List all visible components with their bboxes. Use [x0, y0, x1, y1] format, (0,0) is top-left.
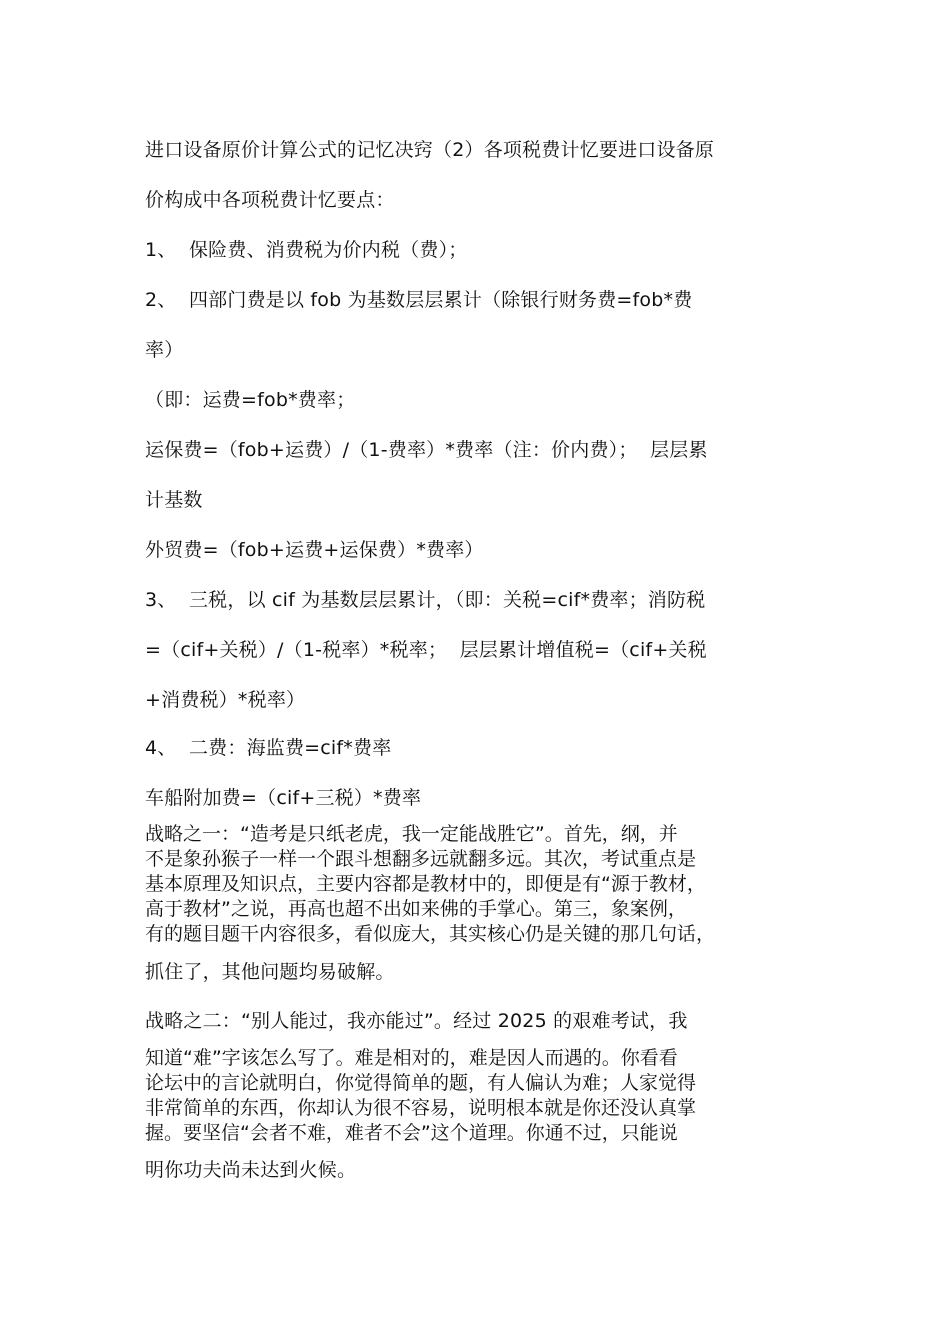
- strategy-1-paragraph: [145, 822, 825, 947]
- item-2-formula-2: 外贸费=（fob+运费+运保费）*费率）: [145, 539, 484, 561]
- strategy-2-line-4: 非常简单的东西，你却认为很不容易，说明根本就是你还没认真掌: [145, 1097, 697, 1119]
- item-3-line-1: 3、 三税，以 cif 为基数层层累计，（即：关税=cif*费率；消防税: [145, 589, 706, 611]
- intro-line-1: 进口设备原价计算公式的记忆决窍（2）各项税费计忆要进口设备原: [145, 139, 715, 161]
- strategy-1-line-2: 不是象孙猴子一样一个跟斗想翻多远就翻多远。其次，考试重点是: [145, 848, 697, 870]
- strategy-2-line-2: 知道“难”字该怎么写了。难是相对的，难是因人而遇的。你看看: [145, 1047, 678, 1069]
- item-2-formula-1: 运保费=（fob+运费）/（1-费率）*费率（注：价内费）； 层层累: [145, 439, 708, 461]
- item-3-line-2: =（cif+关税）/（1-税率）*税率； 层层累计增值税=（cif+关税: [145, 639, 707, 661]
- strategy-2-paragraph: [145, 1046, 825, 1146]
- item-3-line-3: +消费税）*税率）: [145, 689, 306, 711]
- item-1: 1、 保险费、消费税为价内税（费）；: [145, 239, 468, 261]
- item-4-formula: 车船附加费=（cif+三税）*费率: [145, 787, 422, 809]
- strategy-2-line-3: 论坛中的言论就明白，你觉得简单的题，有人偏认为难；人家觉得: [145, 1072, 697, 1094]
- item-4: 4、 二费：海监费=cif*费率: [145, 737, 392, 759]
- strategy-1-line-4: 高于教材”之说，再高也超不出如来佛的手掌心。第三，象案例，: [145, 898, 687, 920]
- intro-line-2: 价构成中各项税费计忆要点：: [145, 189, 395, 211]
- strategy-1-line-5: 有的题目题干内容很多，看似庞大，其实核心仍是关键的那几句话，: [145, 923, 716, 945]
- item-2-line-2: 率）: [145, 339, 184, 361]
- strategy-2-line-6: 明你功夫尚未达到火候。: [145, 1159, 357, 1181]
- strategy-1-line-3: 基本原理及知识点，主要内容都是教材中的，即便是有“源于教材，: [145, 873, 706, 895]
- strategy-2-line-5: 握。要坚信“会者不难，难者不会”这个道理。你通不过，只能说: [145, 1122, 678, 1144]
- strategy-1-line-1: 战略之一：“造考是只纸老虎，我一定能战胜它”。首先，纲，并: [145, 823, 678, 845]
- item-2-formula-1-cont: 计基数: [145, 489, 203, 511]
- strategy-1-line-6: 抓住了，其他问题均易破解。: [145, 961, 395, 983]
- strategy-2-line-1: 战略之二：“别人能过，我亦能过”。经过 2025 的艰难考试，我: [145, 1010, 688, 1032]
- item-2-line-1: 2、 四部门费是以 fob 为基数层层累计（除银行财务费=fob*费: [145, 289, 693, 311]
- item-2-note: （即：运费=fob*费率；: [145, 389, 356, 411]
